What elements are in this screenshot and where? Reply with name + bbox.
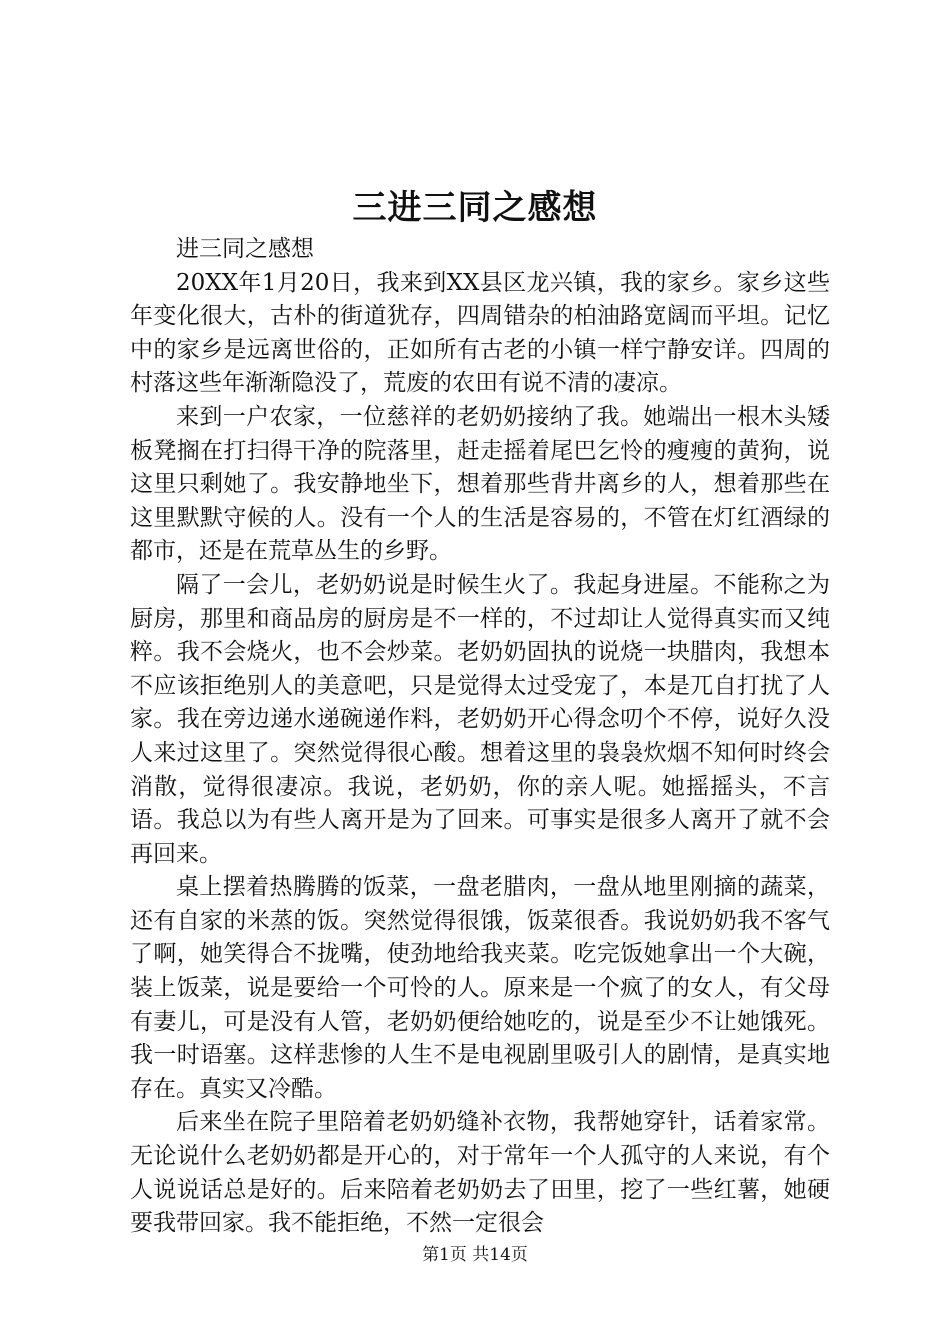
document-title: 三进三同之感想	[352, 188, 598, 228]
paragraph-4: 桌上摆着热腾腾的饭菜，一盘老腊肉，一盘从地里刚摘的蔬菜，还有自家的米蒸的饭。突然觉得很饿，饭菜很香。我说奶奶我不客气了啊，她笑得合不拢嘴，使劲地给我夹菜。吃完饭她拿出一个大碗，装上饭菜，说是要给一个可怜的人。原来是一个疯了的女人，有父母有妻儿，可是没有人管，老奶奶便给她吃的，说是至少不让她饿死。我一时语塞。这样悲惨的人生不是电视剧里吸引人的剧情，是真实地存在。真实又冷酷。	[130, 874, 830, 1102]
page-number-footer: 第1页 共14页	[422, 1245, 528, 1265]
paragraph-2: 来到一户农家，一位慈祥的老奶奶接纳了我。她端出一根木头矮板凳搁在打扫得干净的院落里，赶走摇着尾巴乞怜的瘦瘦的黄狗，说这里只剩她了。我安静地坐下，想着那些背井离乡的人，想着那些在这里默默守候的人。没有一个人的生活是容易的，不管在灯红酒绿的都市，还是在荒草丛生的乡野。	[130, 403, 830, 565]
document-body	[130, 233, 830, 1241]
paragraph-1: 20XX年1月20日，我来到XX县区龙兴镇，我的家乡。家乡这些年变化很大，古朴的街道犹存，四周错杂的柏油路宽阔而平坦。记忆中的家乡是远离世俗的，正如所有古老的小镇一样宁静安详。四周的村落这些年渐渐隐没了，荒废的农田有说不清的凄凉。	[130, 269, 830, 397]
paragraph-subtitle: 进三同之感想	[176, 236, 314, 262]
paragraph-3: 隔了一会儿，老奶奶说是时候生火了。我起身进屋。不能称之为厨房，那里和商品房的厨房是不一样的，不过却让人觉得真实而又纯粹。我不会烧火，也不会炒菜。老奶奶固执的说烧一块腊肉，我想本不应该拒绝别人的美意吧，只是觉得太过受宠了，本是兀自打扰了人家。我在旁边递水递碗递作料，老奶奶开心得念叨个不停，说好久没人来过这里了。突然觉得很心酸。想着这里的袅袅炊烟不知何时终会消散，觉得很凄凉。我说，老奶奶，你的亲人呢。她摇摇头，不言语。我总以为有些人离开是为了回来。可事实是很多人离开了就不会再回来。	[130, 571, 830, 867]
paragraph-5: 后来坐在院子里陪着老奶奶缝补衣物，我帮她穿针，话着家常。无论说什么老奶奶都是开心的，对于常年一个人孤守的人来说，有个人说说话总是好的。后来陪着老奶奶去了田里，挖了一些红薯，她硬要我带回家。我不能拒绝，不然一定很会	[130, 1109, 830, 1237]
